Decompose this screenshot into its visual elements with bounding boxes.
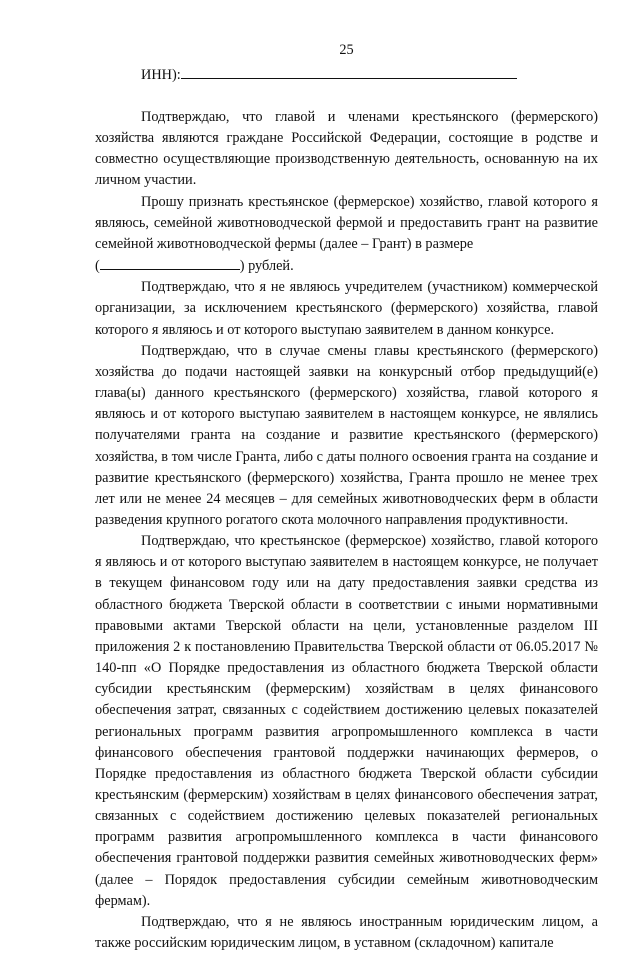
inn-blank-field (181, 64, 517, 79)
paragraph-no-other-funding: Подтверждаю, что крестьянское (фермерское) хозяйство, главой которого я являюсь и от которого выступаю заявителем в настоящем конкурсе, не получает в текущем финансовом году или на дату предоставления заявки средства из областного бюджета Тверской области в соответствии с иными нормативными правовыми актами Тверской области на цели, установленные разделом III приложения 2 к постановлению Правительства Тверской области от 06.05.2017 № 140-пп «О Порядке предоставления из областного бюджета Тверской области субсидии крестьянским (фермерским) хозяйствам в целях финансового обеспечения затрат, связанных с содействием достижению целевых показателей региональных программ развития агропромышленного комплекса в части финансового обеспечения грантовой поддержки начинающих фермеров, о Порядке предоставления из областного бюджета Тверской области субсидии крестьянским (фермерским) хозяйствам в целях финансового обеспечения затрат, связанных с содействием достижению целевых показателей региональных программ развития агропромышленного комплекса в части финансового обеспечения грантовой поддержки развития семейных животноводческих ферм» (далее – Порядок предоставления субсидии семейным животноводческим фермам). (95, 533, 598, 909)
paragraph-grant-request: Прошу признать крестьянское (фермерское) хозяйство, главой которого я являюсь, семейной животноводческой фермой и предоставить грант на развитие семейной животноводческой фермы (далее – Грант) в размере (95, 193, 598, 252)
paragraph-not-foreign-entity: Подтверждаю, что я не являюсь иностранным юридическим лицом, а также российским юридическим лицом, в уставном (складочном) капитале (95, 913, 598, 952)
paragraph-citizenship: Подтверждаю, что главой и членами крестьянского (фермерского) хозяйства являются граждане Российской Федерации, состоящие в родстве и совместно осуществляющие производственную деятельность, основанную на их личном участии. (95, 109, 598, 189)
amount-currency: ) рублей. (239, 258, 294, 275)
inn-label: ИНН): (141, 67, 181, 83)
document-body (95, 40, 598, 954)
page-number: 25 (339, 42, 354, 58)
amount-open-paren: ( (95, 258, 100, 275)
paragraph-not-founder: Подтверждаю, что я не являюсь учредителем (участником) коммерческой организации, за исключением крестьянского (фермерского) хозяйства, главой которого я являюсь и от которого выступаю заявителем в данном конкурсе. (95, 279, 598, 338)
grant-amount-line (95, 255, 598, 277)
inn-line (141, 64, 598, 86)
spacer (95, 86, 598, 107)
amount-blank-field (100, 255, 240, 270)
paragraph-head-change: Подтверждаю, что в случае смены главы крестьянского (фермерского) хозяйства до подачи настоящей заявки на конкурсный отбор предыдущий(е) глава(ы) данного крестьянского (фермерского) хозяйства, главой которого я являюсь и от которого выступаю заявителем в настоящем конкурсе, не являлись получателями гранта на создание и развитие крестьянского (фермерского) хозяйства, в том числе Гранта, либо с даты полного освоения гранта на создание и развитие крестьянского (фермерского) хозяйства, Гранта прошло не менее трех лет или не менее 24 месяцев – для семейных животноводческих ферм в области разведения крупного рогатого скота молочного направления продуктивности. (95, 342, 598, 528)
